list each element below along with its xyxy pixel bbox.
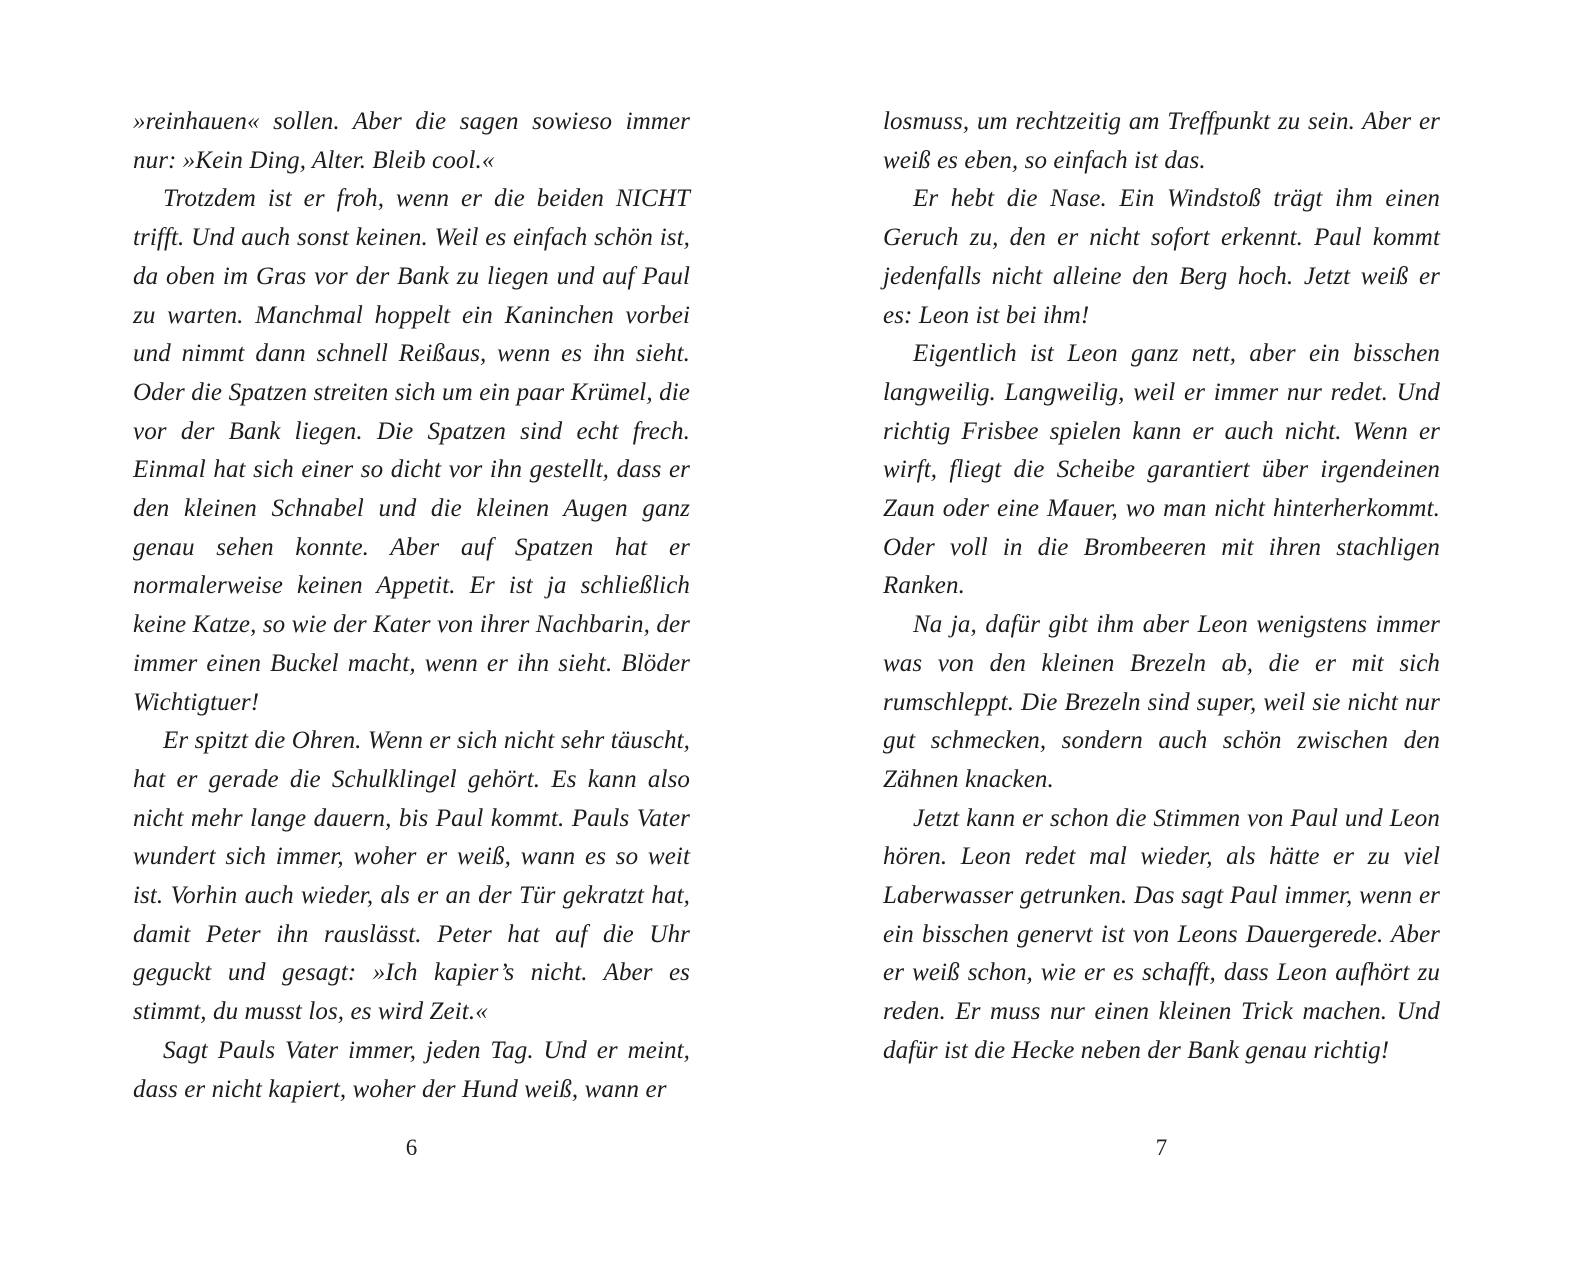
paragraph: Eigentlich ist Leon ganz nett, aber ein bisschen langweilig. Langweilig, weil er immer nur redet. Und richtig Frisbee spielen kann er auch nicht. Wenn er wirft, fliegt die Scheibe garantiert über irgendeinen Zaun oder eine Mauer, wo man nicht hinterherkommt. Oder voll in die Brombeeren mit ihren stachligen Ranken. (883, 340, 1440, 600)
paragraph: Er hebt die Nase. Ein Windstoß trägt ihm einen Geruch zu, den er nicht sofort erkennt. Paul kommt jedenfalls nicht alleine den Berg hoch. Jetzt weiß er es: Leon ist bei ihm! (883, 185, 1440, 329)
paragraph: Er spitzt die Ohren. Wenn er sich nicht sehr täuscht, hat er gerade die Schulklingel gehört. Es kann also nicht mehr lange dauern, bis Paul kommt. Pauls Vater wundert sich immer, woher er weiß, wann es so weit ist. Vorhin auch wieder, als er an der Tür gekratzt hat, damit Peter ihn rauslässt. Peter hat auf die Uhr geguckt und gesagt: »Ich kapier’s nicht. Aber es stimmt, du musst los, es wird Zeit.« (133, 727, 690, 1026)
page-number: 6 (405, 1135, 418, 1160)
page-number: 7 (1155, 1135, 1168, 1160)
paragraph: Na ja, dafür gibt ihm aber Leon wenigstens immer was von den kleinen Brezeln ab, die er mit sich rumschleppt. Die Brezeln sind super, weil sie nicht nur gut schmecken, sondern auch schön zwischen den Zähnen knacken. (883, 611, 1440, 793)
paragraph: losmuss, um rechtzeitig am Treffpunkt zu sein. Aber er weiß es eben, so einfach ist das. (883, 108, 1440, 174)
paragraph: Sagt Pauls Vater immer, jeden Tag. Und er meint, dass er nicht kapiert, woher der Hund weiß, wann er (133, 1036, 690, 1103)
paragraph: Trotzdem ist er froh, wenn er die beiden NICHT trifft. Und auch sonst keinen. Weil es einfach schön ist, da oben im Gras vor der Bank zu liegen und auf Paul zu warten. Manchmal hoppelt ein Kaninchen vorbei und nimmt dann schnell Reißaus, wenn es ihn sieht. Oder die Spatzen streiten sich um ein paar Krümel, die vor der Bank liegen. Die Spatzen sind echt frech. Einmal hat sich einer so dicht vor ihn gestellt, dass er den kleinen Schnabel und die kleinen Augen ganz genau sehen konnte. Aber auf Spatzen hat er normalerweise keinen Appetit. Er ist ja schließlich keine Katze, so wie der Kater von ihrer Nachbarin, der immer einen Buckel macht, wenn er ihn sieht. Blöder Wichtigtuer! (133, 185, 690, 716)
book-page-right (883, 103, 1440, 1213)
page-text-right (883, 103, 1440, 1071)
page-text-left (133, 103, 690, 1109)
book-page-left (133, 103, 690, 1213)
paragraph: »reinhauen« sollen. Aber die sagen sowieso immer nur: »Kein Ding, Alter. Bleib cool.« (133, 108, 690, 174)
paragraph: Jetzt kann er schon die Stimmen von Paul und Leon hören. Leon redet mal wieder, als hätte er zu viel Laberwasser getrunken. Das sagt Paul immer, wenn er ein bisschen genervt ist von Leons Dauergerede. Aber er weiß schon, wie er es schafft, dass Leon aufhört zu reden. Er muss nur einen kleinen Trick machen. Und dafür ist die Hecke neben der Bank genau richtig! (883, 804, 1440, 1064)
